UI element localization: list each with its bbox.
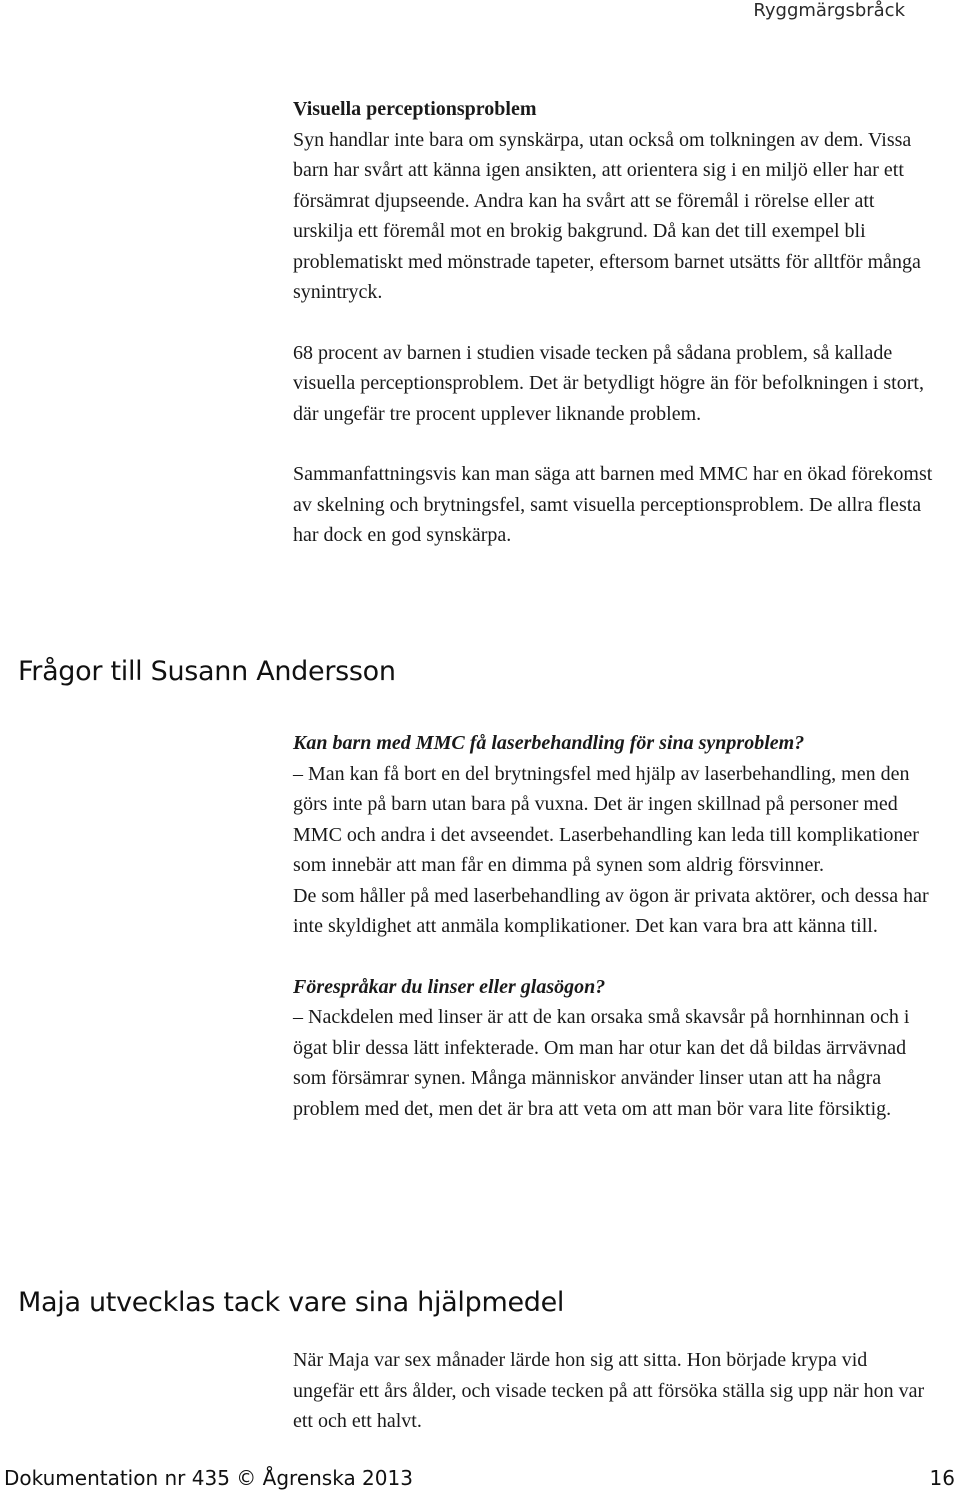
- answer: – Nackdelen med linser är att de kan orsaka små skavsår på hornhinnan och i ögat blir dessa lätt infekterade. Om man har otur kan det då bildas ärrvävnad som försämrar synen. Många människor använder linser utan att ha några problem med det, men det är bra att veta om att man bör vara lite försiktig.: [293, 1006, 910, 1120]
- footer-publication: Dokumentation nr 435 © Ågrenska 2013: [4, 1466, 413, 1490]
- paragraph: När Maja var sex månader lärde hon sig att sitta. Hon började krypa vid ungefär ett års ålder, och visade tecken på att försöka ställa sig upp när hon var ett och ett halvt.: [293, 1349, 925, 1432]
- section-visual-perception: [293, 94, 933, 551]
- paragraph: 68 procent av barnen i studien visade tecken på sådana problem, så kallade visuella perceptionsproblem. Det är betydligt högre än för befolkningen i stort, där ungefär tre procent upplever liknande problem.: [293, 341, 924, 425]
- running-header: Ryggmärgsbråck: [753, 0, 905, 21]
- page-number: 16: [929, 1466, 955, 1490]
- paragraph: Sammanfattningsvis kan man säga att barnen med MMC har en ökad förekomst av skelning och brytningsfel, samt visuella perceptionsproblem. De allra flesta har dock en god synskärpa.: [293, 463, 933, 546]
- subheading: Visuella perceptionsproblem: [293, 98, 537, 120]
- question: Förespråkar du linser eller glasögon?: [293, 975, 606, 998]
- section-maja: [293, 1345, 933, 1437]
- answer: De som håller på med laserbehandling av ögon är privata aktörer, och dessa har inte skyldighet att anmäla komplikationer. Det kan vara bra att känna till.: [293, 884, 929, 937]
- section-heading: Frågor till Susann Andersson: [18, 656, 396, 687]
- paragraph: Syn handlar inte bara om synskärpa, utan också om tolkningen av dem. Vissa barn har svårt att känna igen ansikten, att orientera sig i en miljö eller har ett försämrat djupseende. Andra kan ha svårt att se föremål i rörelse eller att urskilja ett föremål mot en brokig bakgrund. Då kan det till exempel bli problematiskt med mönstrade tapeter, eftersom barnet utsätts för alltför många synintryck.: [293, 128, 921, 303]
- question: Kan barn med MMC få laserbehandling för sina synproblem?: [293, 732, 805, 754]
- answer: – Man kan få bort en del brytningsfel med hjälp av laserbehandling, men den görs inte på barn utan bara på vuxna. Det är ingen skillnad på personer med MMC och andra i det avseendet. Laserbehandling kan leda till komplikationer som innebär att man får en dimma på synen som aldrig försvinner.: [293, 762, 919, 876]
- section-heading: Maja utvecklas tack vare sina hjälpmedel: [18, 1287, 565, 1318]
- section-questions: [293, 728, 933, 1124]
